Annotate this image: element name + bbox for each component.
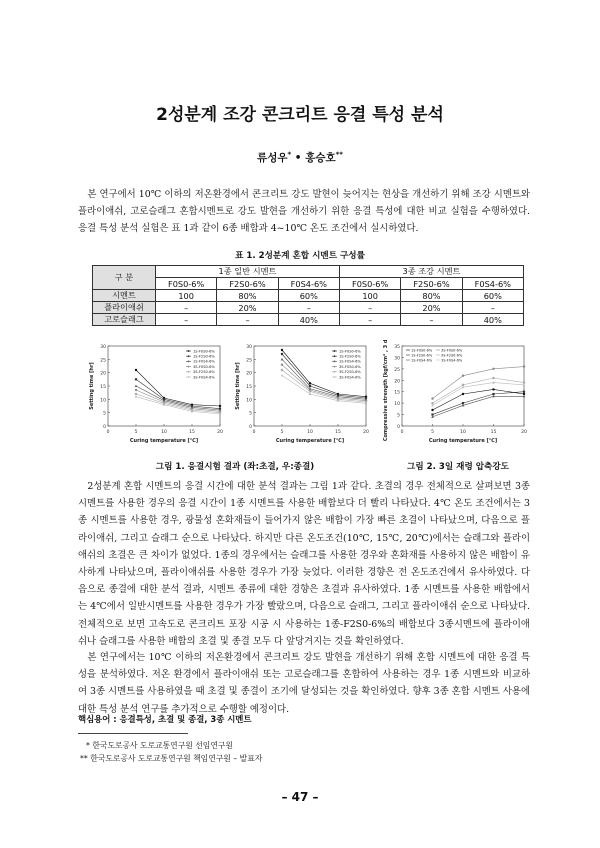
footnote-1: [86, 740, 233, 751]
data-point: [219, 405, 221, 407]
legend-label: 3S-F0S0-6%: [441, 348, 463, 353]
x-tick-label: 0: [106, 430, 110, 435]
y-tick-label: 30: [394, 356, 400, 362]
body-paragraph-1: [78, 478, 530, 650]
x-tick-label: 0: [252, 430, 256, 435]
legend-label: 1S-F2S0-6%: [193, 354, 215, 359]
footnote-divider: [78, 733, 188, 734]
legend-label: 3S-F2S0-6%: [339, 370, 361, 375]
y-tick-label: 15: [394, 390, 400, 396]
data-point: [431, 409, 433, 411]
x-tick-label: 0: [400, 430, 404, 435]
y-tick-label: 5: [249, 411, 252, 417]
body-paragraph-2: [78, 649, 530, 718]
data-point: [309, 382, 311, 384]
table-header-label: 구 분: [93, 266, 156, 290]
data-point: [462, 384, 464, 386]
data-point: [135, 369, 137, 371]
y-tick-label: 10: [394, 402, 400, 408]
data-point: [492, 368, 494, 370]
footnote-mark: *: [86, 741, 90, 750]
table-cell: 40%: [462, 314, 523, 326]
legend-label: 3S-F0S4-6%: [441, 358, 463, 363]
legend-marker: [334, 376, 336, 378]
x-tick-label: 10: [161, 430, 167, 435]
data-point: [462, 393, 464, 395]
series-line: [433, 367, 525, 399]
x-tick-label: 10: [460, 430, 466, 435]
mix-table: [92, 265, 524, 326]
table-col-header: F0S4-6%: [462, 278, 523, 290]
y-tick-label: 35: [394, 345, 400, 350]
data-point: [281, 363, 283, 365]
data-point: [281, 369, 283, 371]
y-tick-label: 20: [246, 371, 252, 377]
data-point: [492, 377, 494, 379]
row-label: 플라이애쉬: [93, 302, 156, 314]
y-axis-label: Setting time [hr]: [89, 362, 95, 410]
x-tick-label: 10: [307, 430, 313, 435]
authors: [0, 150, 600, 165]
x-tick-label: 20: [521, 430, 527, 435]
y-tick-label: 30: [100, 345, 106, 350]
y-tick-label: 25: [100, 358, 106, 364]
y-tick-label: 10: [100, 398, 106, 404]
data-point: [309, 393, 312, 395]
table-cell: 20%: [401, 302, 462, 314]
table-cell: –: [339, 314, 400, 326]
table-cell: 40%: [278, 314, 339, 326]
x-axis-label: Curing temperature [℃]: [275, 438, 345, 444]
table-row: [93, 290, 524, 302]
y-tick-label: 0: [397, 425, 400, 430]
x-tick-label: 15: [335, 430, 341, 435]
legend-marker: [188, 361, 190, 363]
x-tick-label: 15: [189, 430, 195, 435]
legend-label: 3S-F0S0-6%: [339, 364, 361, 369]
table-col-header: F0S0-6%: [156, 278, 217, 290]
data-point: [523, 365, 525, 367]
legend: [186, 349, 215, 379]
data-point: [309, 390, 311, 392]
row-label: 고로슬래그: [93, 314, 156, 326]
table-cell: –: [278, 302, 339, 314]
intro-paragraph: [78, 186, 530, 238]
setting-time-final-chart: [232, 340, 372, 452]
page-number: – 47 –: [281, 790, 319, 804]
y-tick-label: 0: [103, 425, 106, 430]
table-col-header: F0S0-6%: [339, 278, 400, 290]
author-1-mark: *: [287, 150, 292, 159]
author-2: 홍승호: [305, 152, 336, 164]
body-text-2: 본 연구에서는 10℃ 이하의 저온환경에서 콘크리트 강도 발현을 개선하기 위해 혼합 시멘트에 대한 응결 특성을 분석하였다. 저온 환경에서 플라이애쉬 또는 고로슬래그를 혼합하여 사용하는 경우 1종 시멘트와 비교하여 3종 시멘트를 사용하였을 때 초결 및 종결이 조기에 달성되는 것을 확인하였다. 향후 3종 혼합 시멘트 사용에 대한 특성 분석 연구를 추가적으로 수행할 예정이다.: [78, 652, 531, 715]
table-cell: –: [217, 314, 278, 326]
legend-marker: [188, 355, 190, 357]
table-col-header: F2S0-6%: [217, 278, 278, 290]
footnote-text: 한국도로공사 도로교통연구원 선임연구원: [92, 741, 233, 750]
data-point: [135, 393, 137, 395]
legend-label: 3S-F2S0-6%: [193, 370, 215, 375]
y-tick-label: 10: [246, 398, 252, 404]
footnote-mark: **: [80, 754, 88, 763]
series-line: [433, 383, 525, 406]
data-point: [309, 385, 311, 387]
y-tick-label: 15: [246, 385, 252, 390]
x-tick-label: 5: [134, 430, 138, 435]
table-cell: 80%: [401, 290, 462, 302]
x-tick-label: 20: [363, 430, 369, 435]
legend-marker: [334, 361, 336, 363]
table-cell: –: [401, 314, 462, 326]
x-tick-label: 5: [431, 430, 434, 435]
data-point: [135, 389, 137, 391]
y-tick-label: 30: [246, 345, 252, 350]
data-point: [281, 358, 284, 360]
table-col-header: F0S4-6%: [278, 278, 339, 290]
table-cell: –: [462, 302, 523, 314]
legend-label: 1S-F0S0-6%: [193, 349, 215, 354]
y-tick-label: 5: [397, 413, 400, 419]
y-axis-label: Setting time [hr]: [235, 362, 241, 410]
legend-label: 1S-F2S0-6%: [411, 353, 433, 358]
legend-marker: [334, 350, 336, 352]
x-tick-label: 15: [490, 430, 497, 435]
y-tick-label: 25: [394, 367, 400, 373]
table-cell: 60%: [462, 290, 523, 302]
legend-label: 1S-F0S4-6%: [339, 359, 361, 364]
data-point: [462, 402, 464, 404]
x-tick-label: 20: [217, 430, 223, 435]
legend-marker: [188, 376, 190, 378]
author-separator: •: [291, 152, 306, 164]
table-cell: –: [156, 302, 217, 314]
table-cell: 20%: [217, 302, 278, 314]
data-point: [281, 353, 283, 355]
setting-time-initial-chart: [86, 340, 226, 452]
compressive-strength-chart: [380, 340, 530, 452]
table-caption: 표 1. 2성분계 혼합 시멘트 구성률: [235, 251, 365, 261]
legend-label: 3S-F0S4-6%: [339, 375, 361, 380]
data-point: [492, 393, 494, 395]
x-axis-label: Curing temperature [℃]: [428, 438, 498, 444]
y-axis-label: Compressive strength [kgf/cm² , 3 day]: [383, 340, 389, 442]
data-point: [281, 349, 283, 351]
figure-2-caption: 그림 2. 3일 재령 압축강도: [407, 462, 509, 472]
data-point: [431, 402, 433, 404]
footnote-text: 한국도로공사 도로교통연구원 책임연구원 – 발표자: [90, 754, 263, 763]
legend-label: 1S-F0S4-6%: [411, 358, 433, 363]
footnote-2: [80, 753, 262, 764]
legend-marker: [334, 355, 336, 357]
legend-label: 3S-F0S0-6%: [193, 364, 215, 369]
series-line: [433, 378, 525, 403]
y-tick-label: 15: [100, 385, 106, 390]
table-group-1: 1종 일반 시멘트: [156, 266, 340, 278]
paper-title: 2성분계 조강 콘크리트 응결 특성 분석: [156, 105, 444, 125]
x-axis-label: Curing temperature [℃]: [129, 438, 199, 444]
y-tick-label: 20: [100, 371, 106, 377]
intro-text: 본 연구에서 10℃ 이하의 저온환경에서 콘크리트 강도 발현이 늦어지는 현상을 개선하기 위해 조강 시멘트와 플라이애쉬, 고로슬래그 혼합시멘트로 강도 발현을 개선하기 위한 응결 특성에 대한 비교 실험을 수행하였다. 응결 특성 분석 실험은 표 1과 같이 6종 배합과 4~10℃ 온도 조건에서 실시하였다.: [78, 189, 530, 235]
legend-marker: [188, 366, 190, 368]
data-point: [492, 388, 494, 390]
data-point: [135, 378, 137, 380]
data-point: [523, 381, 525, 383]
series-line: [433, 396, 525, 417]
keywords: 핵심용어 : 응결특성, 초결 및 종결, 3종 시멘트: [78, 714, 252, 724]
legend-label: 1S-F2S0-6%: [339, 354, 361, 359]
y-tick-label: 0: [249, 425, 252, 430]
y-tick-label: 25: [246, 358, 252, 364]
data-point: [462, 375, 464, 377]
table-col-header: F2S0-6%: [401, 278, 462, 290]
data-point: [523, 393, 525, 395]
table-cell: –: [156, 314, 217, 326]
y-tick-label: 5: [103, 411, 106, 417]
data-point: [431, 397, 433, 399]
legend-marker: [188, 350, 190, 352]
author-2-mark: **: [335, 150, 343, 159]
legend-marker: [334, 366, 336, 368]
legend-label: 1S-F0S0-6%: [339, 349, 361, 354]
table-cell: –: [339, 302, 400, 314]
legend: [406, 348, 463, 362]
legend-label: 1S-F0S0-6%: [411, 348, 433, 353]
legend-marker: [188, 371, 190, 373]
table-row: [93, 314, 524, 326]
legend-marker: [334, 371, 336, 373]
table-cell: 60%: [278, 290, 339, 302]
data-point: [135, 385, 138, 387]
legend-label: 3S-F2S0-6%: [441, 353, 463, 358]
row-label: 시멘트: [93, 290, 156, 302]
table-row: [93, 302, 524, 314]
table-cell: 100: [339, 290, 400, 302]
legend: [332, 349, 361, 379]
figure-1-caption: 그림 1. 응결시험 결과 (좌:초결, 우:종결): [155, 462, 315, 472]
legend-label: 1S-F0S4-6%: [193, 359, 215, 364]
table-cell: 100: [156, 290, 217, 302]
data-point: [281, 374, 284, 376]
data-point: [431, 413, 433, 415]
author-1: 류성우: [257, 152, 288, 164]
y-tick-label: 20: [394, 379, 400, 385]
body-text-1: 2성분계 혼합 시멘트의 응결 시간에 대한 분석 결과는 그림 1과 같다. 초결의 경우 전체적으로 살펴보면 3종 시멘트를 사용한 경우의 응결 시간이 1종 시멘트를 사용한 배합보다 더 빨리 나타났다. 4℃ 온도 조건에서는 3종 시멘트를 사용한 경우, 광물성 혼화재들이 들어가지 않은 배합이 가장 빠른 초결이 나타났으며, 다음으로 플라이애쉬, 그리고 슬래그 순으로 나타났다. 하지만 다른 온도조건(10℃, 15℃, 20℃)에서는 슬래그와 플라이애쉬의 초결은 큰 차이가 없었다. 1종의 경우에서는 슬래그를 사용한 경우와 혼화재를 사용하지 않은 배합이 유사하게 나타났으며, 플라이애쉬를 사용한 경우가 가장 늦었다. 이러한 경향은 전 온도조건에서 유사하였다. 다음으로 종결에 대한 분석 결과, 시멘트 종류에 대한 경향은 초결과 유사하였다. 1종 시멘트를 사용한 배합에서는 4℃에서 일반시멘트를 사용한 경우가 가장 빨랐으며, 다음으로 슬래그, 그리고 플라이애쉬 순으로 나타났다. 전체적으로 보면 고속도로 콘크리트 포장 시공 시 사용하는 1종-F2S0-6%의 배합보다 3종시멘트에 플라이애쉬나 슬래그를 사용한 배합의 초결 및 종결 모두 다 앞당겨지는 것을 확인하였다.: [78, 481, 530, 647]
data-point: [135, 395, 138, 397]
legend-label: 3S-F0S4-6%: [193, 375, 215, 380]
table-cell: 80%: [217, 290, 278, 302]
data-point: [523, 391, 525, 393]
x-tick-label: 5: [280, 430, 284, 435]
table-group-2: 3종 조강 시멘트: [339, 266, 523, 278]
